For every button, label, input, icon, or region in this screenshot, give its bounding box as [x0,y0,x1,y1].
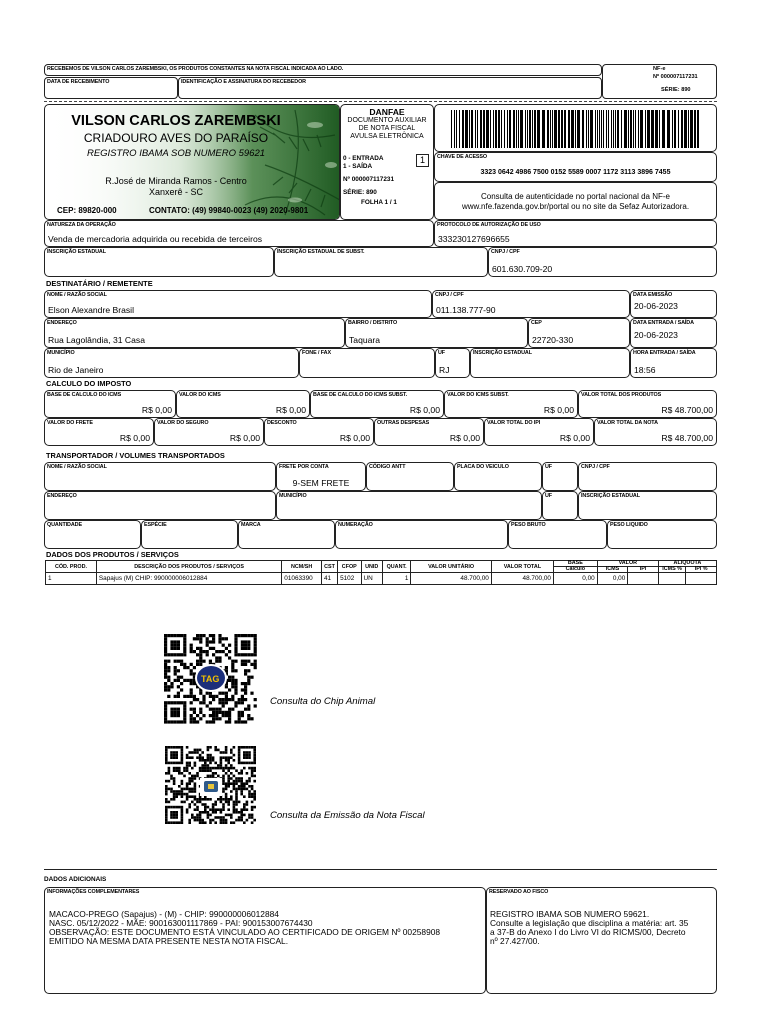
outras-box [374,418,484,446]
cell-ipi-pct [686,573,717,585]
receipt-text: RECEBEMOS DE VILSON CARLOS ZAREMBSKI, OS PRODUTOS CONSTANTES NA NOTA FISCAL INDICADA AO LADO. [47,66,344,72]
th-cfop: CFOP [338,561,361,573]
fisco-line-3: a 37-B do Anexo I do Livro VI do RICMS/00, Decreto [490,927,686,937]
cell-icms: 0,00 [597,573,628,585]
transp-uf-box [542,462,578,491]
fisco-line-2: Consulte a legislação que disciplina a matéria: art. 35 [490,918,689,928]
bc-icms-value: R$ 0,00 [141,405,172,415]
dest-ie-label: INSCRIÇÃO ESTADUAL [473,350,532,356]
th-ipi-pct: IPI % [686,567,717,573]
cut-line [44,101,717,102]
icms-st-label: VALOR DO ICMS SUBST. [447,392,509,398]
info-line-2: NASC. 05/12/2022 - MÃE: 900163001117869 - PAI: 900153007674430 [49,918,313,928]
icms-label: VALOR DO ICMS [179,392,221,398]
total-prod-label: VALOR TOTAL DOS PRODUTOS [581,392,662,398]
receipt-date-box[interactable] [44,77,178,99]
transp-placa-box [454,462,542,491]
cell-cod: 1 [46,573,97,585]
transp-peso-liquido-label: PESO LIQUIDO [610,522,648,528]
dest-nome-box [44,290,432,318]
transp-numeracao-label: NUMERAÇÃO [338,522,373,528]
th-valor: VALOR [597,561,658,567]
danfe-serie: SÉRIE: 890 [343,189,377,196]
seguro-box [154,418,264,446]
natureza-box [44,220,434,247]
th-desc: DESCRIÇÃO DOS PRODUTOS / SERVIÇOS [96,561,281,573]
dest-uf-box [435,348,470,378]
frete-box [44,418,154,446]
emitter-address1: R.José de Miranda Ramos - Centro [105,176,247,186]
table-row [46,573,717,585]
danfe-saida: 1 - SAÍDA [343,163,373,170]
emitter-business: CRIADOURO AVES DO PARAÍSO [83,131,269,145]
emitter-cnpj-label: CNPJ / CPF [491,249,520,255]
receipt-date-label: DATA DE RECEBIMENTO [47,79,110,85]
icms-box [176,390,310,418]
reservado-fisco-label: RESERVADO AO FISCO [489,889,549,895]
emitter-name: VILSON CARLOS ZAREMBSKI [71,113,281,129]
danfe-folha: FOLHA 1 / 1 [361,199,397,206]
dest-endereco-label: ENDEREÇO [47,320,77,326]
dest-cep-value: 22720-330 [532,335,574,345]
dest-emissao-label: DATA EMISSÃO [633,292,673,298]
access-key-box [434,152,717,182]
dest-uf-value: RJ [439,365,450,375]
danfe-title: DANFAE [369,107,405,117]
transp-ie-box [578,491,717,520]
transp-uf-label: UF [545,464,552,470]
danfe-box [340,104,434,220]
dest-emissao-value: 20-06-2023 [634,301,678,311]
danfe-tipo-box: 1 [416,154,429,167]
dest-entrada-value: 20-06-2023 [634,330,678,340]
dest-municipio-label: MUNICÍPIO [47,350,75,356]
ie-st-box [274,247,488,277]
cell-desc: Sapajus (M) CHIP: 990000006012884 [96,573,281,585]
frete-value: R$ 0,00 [119,433,150,443]
transp-nome-box [44,462,276,491]
cell-ipi [628,573,659,585]
transp-peso-bruto-label: PESO BRUTO [511,522,546,528]
transp-frete-value: 9-SEM FRETE [292,478,350,488]
transp-cnpj-label: CNPJ / CPF [581,464,610,470]
cell-quant: 1 [382,573,411,585]
dest-entrada-box [630,318,717,348]
nota-qr-caption: Consulta da Emissão da Nota Fiscal [270,810,425,821]
danfe-numero: Nº 000007117231 [343,176,395,183]
dest-cnpj-label: CNPJ / CPF [435,292,464,298]
transp-peso-liquido-box [607,520,717,549]
transp-especie-box [141,520,238,549]
transp-municipio-label: MUNICÍPIO [279,493,307,499]
authenticity-line2: www.nfe.fazenda.gov.br/portal ou no site da Sefaz Autorizadora. [461,202,690,211]
transp-quantidade-box [44,520,141,549]
fisco-line-1: REGISTRO IBAMA SOB NUMERO 59621. [490,909,650,919]
transp-endereco-box [44,491,276,520]
protocolo-label: PROTOCOLO DE AUTORIZAÇÃO DE USO [437,222,541,228]
transp-placa-label: PLACA DO VEICULO [457,464,509,470]
th-unit: VALOR UNITÁRIO [411,561,491,573]
info-line-1: MACACO-PREGO (Sapajus) - (M) - CHIP: 990000006012884 [49,909,279,919]
cell-total: 48.700,00 [491,573,553,585]
dest-emissao-box [630,290,717,318]
adicionais-section-title: DADOS ADICIONAIS [44,876,107,883]
th-quant: QUANT. [382,561,411,573]
outras-value: R$ 0,00 [449,433,480,443]
protocolo-value: 333230127696655 [438,234,510,244]
transp-antt-label: CÓDIGO ANTT [369,464,406,470]
cell-icms-pct [658,573,686,585]
transp-ie-label: INSCRIÇÃO ESTADUAL [581,493,640,499]
receipt-nfe-series: SÉRIE: 890 [661,87,691,93]
authenticity-line1: Consulta de autenticidade no portal nacional da NF-e [480,192,670,201]
authenticity-box [434,182,717,220]
transp-endereco-label: ENDEREÇO [47,493,77,499]
total-prod-value: R$ 48.700,00 [661,405,713,415]
dest-section-title: DESTINATÁRIO / REMETENTE [46,279,153,288]
transp-marca-box [238,520,335,549]
protocolo-box [434,220,717,247]
receipt-nfe-label: NF-e [653,66,666,72]
th-cod: CÓD. PROD. [46,561,97,573]
cell-unit: 48.700,00 [411,573,491,585]
dest-cnpj-value: 011.138.777-90 [436,305,496,315]
receipt-nfe-box [602,64,717,99]
frete-label: VALOR DO FRETE [47,420,93,426]
cell-base: 0,00 [553,573,597,585]
th-ncm: NCM/SH [282,561,322,573]
dest-hora-label: HORA ENTRADA / SAÍDA [633,350,696,356]
dest-cep-label: CEP [531,320,542,326]
th-ipi: IPI [628,567,659,573]
ipi-box [484,418,594,446]
total-nota-label: VALOR TOTAL DA NOTA [597,420,658,426]
dest-endereco-box [44,318,345,348]
dest-bairro-value: Taquara [349,335,381,345]
th-aliquota: ALIQUOTA [658,561,716,567]
transp-cnpj-box [578,462,717,491]
reservado-fisco-box [486,887,717,994]
seguro-label: VALOR DO SEGURO [157,420,209,426]
dest-hora-value: 18:56 [634,365,656,375]
fisco-line-4: nº 27.427/00. [490,936,540,946]
emitter-address2: Xanxerê - SC [148,187,204,197]
ie-box [44,247,274,277]
dest-fone-label: FONE / FAX [302,350,331,356]
th-unid: UNID [361,561,382,573]
dest-fone-box [299,348,435,378]
bc-st-value: R$ 0,00 [409,405,440,415]
receipt-signature-label: IDENTIFICAÇÃO E ASSINATURA DO RECEBEDOR [181,79,306,85]
total-prod-box [578,390,717,418]
emitter-cep: CEP: 89820-000 [57,206,117,215]
transp-uf2-box [542,491,578,520]
dest-endereco-value: Rua Lagolândia, 31 Casa [48,335,145,345]
transp-nome-label: NOME / RAZÃO SOCIAL [47,464,107,470]
bc-icms-box [44,390,176,418]
icms-st-value: R$ 0,00 [543,405,574,415]
emitter-contact: CONTATO: (49) 99840-0023 (49) 2020-9801 [149,206,309,215]
icms-st-box [444,390,578,418]
dest-cep-box [528,318,630,348]
danfe-subtitle2: DE NOTA FISCAL [358,125,416,132]
produtos-section-title: DADOS DOS PRODUTOS / SERVIÇOS [46,550,179,559]
transp-frete-label: FRETE POR CONTA [279,464,329,470]
emitter-cnpj-box [488,247,717,277]
transp-frete-box [276,462,366,491]
transp-uf2-label: UF [545,493,552,499]
total-nota-value: R$ 48.700,00 [661,433,713,443]
bc-icms-label: BASE DE CALCULO DO ICMS [47,392,122,398]
barcode-image [451,110,701,148]
access-key-value: 3323 0642 4986 7500 0152 5589 0007 1172 3113 3896 7455 [480,169,671,176]
danfe-subtitle3: AVULSA ELETRÔNICA [350,133,424,140]
transp-quantidade-label: QUANTIDADE [47,522,82,528]
desconto-value: R$ 0,00 [339,433,370,443]
desconto-label: DESCONTO [267,420,297,426]
cell-ncm: 01063390 [282,573,322,585]
emitter-registry: REGISTRO IBAMA SOB NUMERO 59621 [86,148,266,159]
emitter-cnpj-value: 601.630.709-20 [492,264,553,274]
ipi-label: VALOR TOTAL DO IPI [487,420,541,426]
info-complementares-box [44,887,486,994]
danfe-entrada: 0 - ENTRADA [343,155,384,162]
transp-marca-label: MARCA [241,522,261,528]
danfe-subtitle1: DOCUMENTO AUXILIAR [347,117,427,124]
transp-peso-bruto-box [508,520,607,549]
dest-nome-label: NOME / RAZÃO SOCIAL [47,292,107,298]
th-total: VALOR TOTAL [491,561,553,573]
desconto-box [264,418,374,446]
transp-antt-box [366,462,454,491]
ie-label: INSCRIÇÃO ESTADUAL [47,249,106,255]
total-nota-box [594,418,717,446]
chip-qr-caption: Consulta do Chip Animal [270,696,376,707]
th-icms-pct: ICMS % [658,567,686,573]
cell-cst: 41 [322,573,338,585]
th-cst: CST [322,561,338,573]
access-key-label: CHAVE DE ACESSO [437,154,488,160]
dest-nome-value: Elson Alexandre Brasil [48,305,134,315]
info-line-4: EMITIDO NA MESMA DATA PRESENTE NESTA NOTA FISCAL. [49,936,289,946]
th-calculo: Cálculo [553,567,597,573]
cell-unid: UN [361,573,382,585]
dest-bairro-label: BAIRRO / DISTRITO [348,320,398,326]
bc-st-box [310,390,444,418]
dest-municipio-box [44,348,299,378]
transp-especie-label: ESPÉCIE [144,522,167,528]
cell-cfop: 5102 [338,573,361,585]
info-line-3: OBSERVAÇÃO: ESTE DOCUMENTO ESTÁ VINCULADO AO CERTIFICADO DE ORIGEM Nº 00258908 [49,927,441,937]
info-complementares-label: INFORMAÇÕES COMPLEMENTARES [47,889,140,895]
barcode-box [434,104,717,152]
products-table [45,560,717,585]
receipt-nfe-number: Nº 000007117231 [653,74,698,80]
imposto-section-title: CALCULO DO IMPOSTO [46,379,132,388]
adicionais-rule [44,869,717,870]
dest-entrada-label: DATA ENTRADA / SAÍDA [633,320,694,326]
nota-logo-icon [200,778,222,796]
transp-municipio-box [276,491,542,520]
natureza-value: Venda de mercadoria adquirida ou recebida de terceiros [48,234,263,244]
dest-ie-box [470,348,630,378]
th-icms: ICMS [597,567,628,573]
dest-municipio-value: Rio de Janeiro [48,365,104,375]
ipi-value: R$ 0,00 [559,433,590,443]
chip-logo-text: TAG [201,674,220,684]
th-base: BASE [553,561,597,567]
icms-value: R$ 0,00 [275,405,306,415]
dest-uf-label: UF [438,350,445,356]
dest-bairro-box [345,318,528,348]
dest-hora-box [630,348,717,378]
bc-st-label: BASE DE CALCULO DO ICMS SUBST. [313,392,408,398]
receipt-signature-box[interactable] [178,77,602,99]
seguro-value: R$ 0,00 [229,433,260,443]
emitter-box [44,104,340,220]
dest-cnpj-box [432,290,630,318]
ie-st-label: INSCRIÇÃO ESTADUAL DE SUBST. [277,249,365,255]
outras-label: OUTRAS DESPESAS [377,420,430,426]
transp-numeracao-box [335,520,508,549]
receipt-stub [44,64,602,76]
natureza-label: NATUREZA DA OPERAÇÃO [47,222,116,228]
chip-logo-icon [195,664,227,692]
transp-section-title: TRANSPORTADOR / VOLUMES TRANSPORTADOS [46,451,225,460]
